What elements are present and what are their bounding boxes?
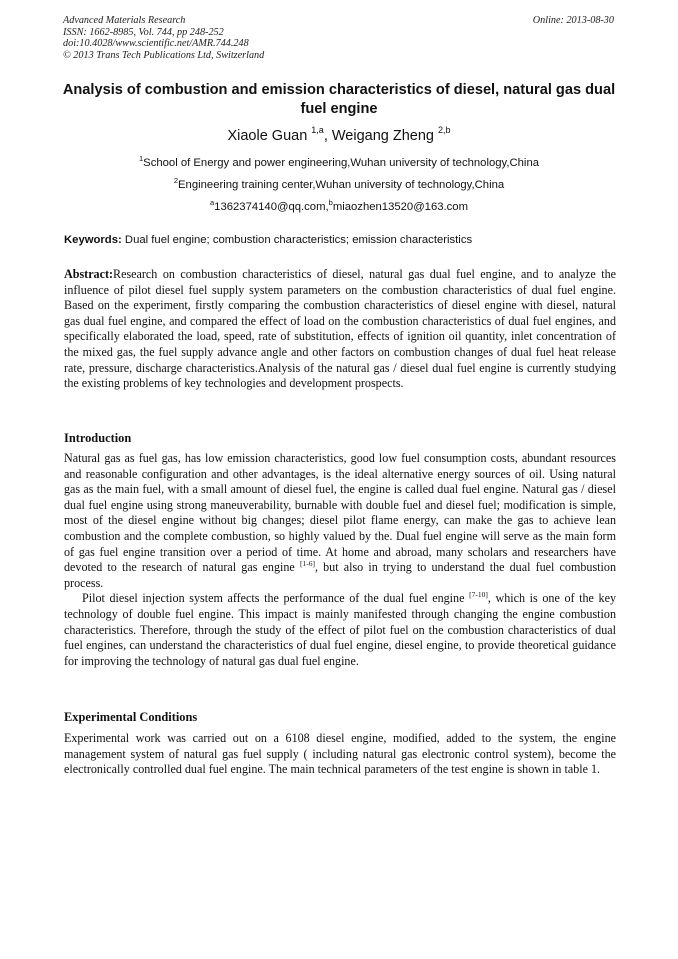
affiliation-2-sup: 2 [173,176,179,185]
abstract-paragraph [64,267,616,392]
citation-ref-1[interactable]: [1-6] [299,559,315,569]
intro-p2-text: Pilot diesel injection system affects the performance of the dual fuel engine [82,591,470,606]
online-date: Online: 2013-08-30 [532,15,614,26]
affiliation-2 [60,178,618,192]
introduction-heading: Introduction [64,431,132,445]
author-2-sup: 2,b [438,125,451,135]
affiliation-1 [60,156,618,170]
email-b[interactable]: miaozhen13520@163.com [332,201,469,213]
author-2: Weigang Zheng [331,128,434,144]
author-line [60,127,618,145]
author-1: Xiaole Guan [227,128,308,144]
journal-header [63,15,264,61]
citation-ref-2[interactable]: [7-10] [469,590,488,600]
abstract-section [64,267,616,392]
doi-line: doi:10.4028/www.scientific.net/AMR.744.248 [63,38,249,49]
intro-p2-tail: , which is one of the key technology of double fuel engine. This impact is mainly manifested through changing the engine combustion characteristics. Therefore, through the study of the effect of pilot fuel on the combustion characteristics of dual fuel engines, can understand the characteristics of dual fuel engine, diesel engine, to provide theoretical guidance for improving the technology of natural gas dual fuel engine. [64,591,617,668]
intro-p1-text: Natural gas as fuel gas, has low emission characteristics, good low fuel consumption costs, abundant resources and reasonable configuration and other advantages, is the ideal alternative energy sources of oil. Using natural gas as the main fuel, with a small amount of diesel fuel, the engine is called dual fuel engine. Natural gas / diesel dual fuel engine using strong maneuverability, burnable with double fuel and diesel fuel; modification is simple, most of the diesel engine without big changes; diesel pilot flame energy, can make the gas to achieve lean combustion and the complete combustion, so highly valued by the. Dual fuel engine will serve as the main form of gas fuel engine transition over a period of time. At home and abroad, many scholars and researchers have devoted to the research of natural gas engine [64,451,616,575]
paper-title: Analysis of combustion and emission characteristics of diesel, natural gas dual fuel engine [62,82,616,117]
author-separator: , [323,128,332,144]
keywords-label: Keywords: [64,234,122,246]
experimental-paragraph: Experimental work was carried out on a 6108 diesel engine, modified, added to the system, the engine management system of natural gas fuel supply ( including natural gas electronic control system), become the electronically controlled dual fuel engine. The main technical parameters of the test engine is shown in table 1. [64,731,616,777]
introduction-paragraph-2 [64,591,616,669]
email-a[interactable]: 1362374140@qq.com, [214,201,329,213]
keywords-section [64,233,616,247]
issn-line: ISSN: 1662-8985, Vol. 744, pp 248-252 [63,26,224,38]
author-1-sup: 1,a [311,125,324,135]
abstract-text: Research on combustion characteristics of diesel, natural gas dual fuel engine, and to analyze the influence of pilot diesel fuel supply system parameters on the combustion characteristics of dual fuel engine. Based on the experiment, firstly comparing the combustion characteristics of diesel engine with diesel, natural gas dual fuel engine, and compared the effect of load on the combustion characteristics of dual fuel engines, and specifically elaborated the load, speed, rate of substitution, effects of ignition oil quantity, inlet concentration of the mixed gas, the fuel supply advance angle and other factors on combustion changes of dual fuel heat release rate, pressure, discharge characteristics.Analysis of the natural gas / diesel dual fuel engine is currently studying the existing problems of key technologies and development prospects. [64,267,616,391]
email-a-sup: a [209,198,215,207]
copyright-line: © 2013 Trans Tech Publications Ltd, Switzerland [63,49,265,61]
email-line [60,200,618,214]
journal-name: Advanced Materials Research [63,15,186,26]
email-b-sup: b [328,198,333,207]
keywords-text: Dual fuel engine; combustion characteristics; emission characteristics [121,234,473,246]
introduction-section [64,451,616,669]
affiliation-2-text: Engineering training center,Wuhan university of technology,China [178,179,505,191]
intro-p1-tail: , but also in trying to understand the dual fuel combustion process. [64,560,616,590]
affiliation-1-sup: 1 [138,154,144,163]
abstract-label: Abstract: [64,267,114,281]
affiliation-1-text: School of Energy and power engineering,Wuhan university of technology,China [143,157,540,169]
experimental-heading: Experimental Conditions [64,710,198,724]
introduction-paragraph-1 [64,451,616,591]
experimental-section [64,731,616,778]
